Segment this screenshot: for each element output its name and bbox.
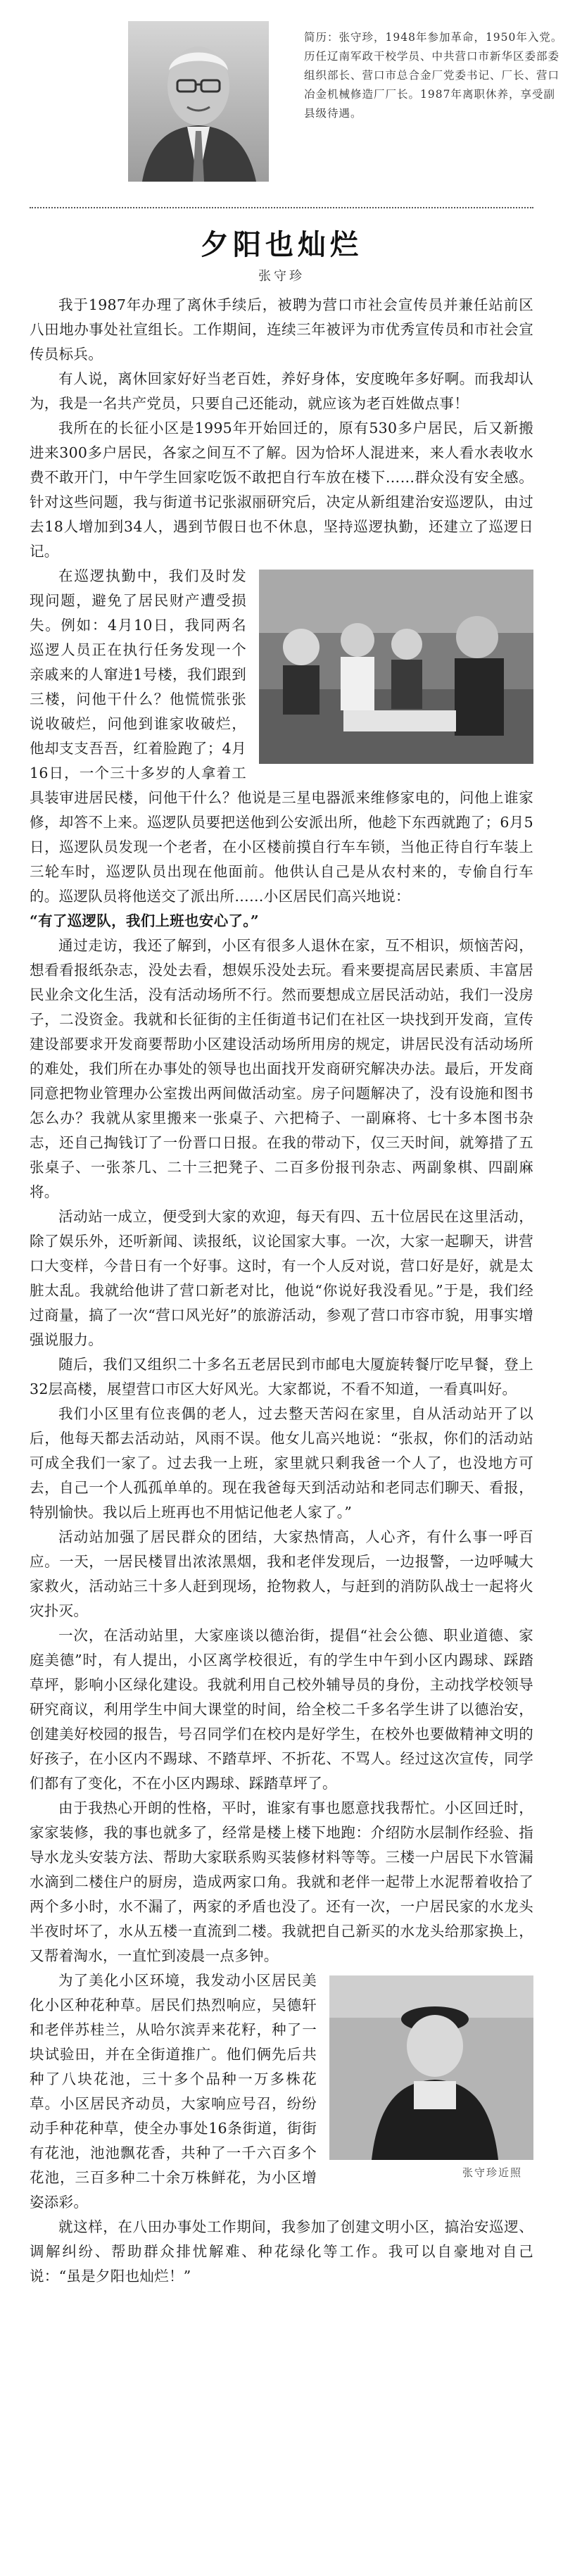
children-reading-photo (259, 570, 533, 764)
recent-photo (329, 1975, 533, 2160)
paragraph: 我于1987年办理了离休手续后，被聘为营口市社会宣传员并兼任站前区八田地办事处社宣组长。工作期间，连续三年被评为市优秀宣传员和市社会宣传员标兵。 (30, 296, 533, 363)
photo-caption: 张守珍近照 (462, 2166, 522, 2179)
author-bio: 简历：张守珍，1948年参加革命，1950年入党。历任辽南军政干校学员、中共营口市新华区委部委组织部长、营口市总合金厂党委书记、厂长、营口冶金机械修造厂厂长。1987年离职休养，享受副县级待遇。 (304, 31, 563, 120)
paragraph: 随后，我们又组织二十多名五老居民到市邮电大厦旋转餐厅吃早餐，登上32层高楼，展望营口市区大好风光。大家都说，不看不知道，一看真叫好。 (30, 1356, 533, 1397)
paragraph: 活动站加强了居民群众的团结，大家热情高，人心齐，有什么事一呼百应。一天，一居民楼冒出浓浓黑烟，我和老伴发现后，一边报警，一边呼喊大家救火，活动站三十多人赶到现场，抢物救人，与赶到的消防队战士一起将火灾扑灭。 (30, 1528, 533, 1619)
paragraph: 有人说，离休回家好好当老百姓，养好身体，安度晚年多好啊。而我却认为，我是一名共产党员，只要自己还能动，就应该为老百姓做点事！ (30, 370, 533, 412)
article-title: 夕阳也灿烂 (201, 228, 362, 261)
paragraph: 为了美化小区环境，我发动小区居民美化小区种花种草。居民们热烈响应，吴德轩和老伴苏桂兰，从哈尔滨弄来花籽，种了一块试验田，并在全街道推广。他们俩先后共种了八块花池，三十多个品种一万多株花草。小区居民齐动员，大家响应号召，纷纷动手种花种草，使全办事处16条街道，街街有花池，池池飘花香，共种了一千六百多个花池，三百多种二十余万株鲜花，为小区增姿添彩。 (30, 1972, 317, 2211)
paragraph: 活动站一成立，便受到大家的欢迎，每天有四、五十位居民在这里活动，除了娱乐外，还听新闻、读报纸，议论国家大事。一次，大家一起聊天，讲营口大变样，今昔日有一个好事。这时，有一个人反对说，营口好是好，就是太脏太乱。我就给他讲了营口新老对比，他说“你说好我没看见。”于是，我们经过商量，搞了一次“营口风光好”的旅游活动，参观了营口市容市貌，用事实增强说服力。 (30, 1208, 533, 1348)
article-body (30, 293, 533, 2289)
photo-image (259, 570, 533, 764)
article-author: 张守珍 (258, 269, 305, 284)
paragraph: 我所在的长征小区是1995年开始回迁的，原有530多户居民，后又新搬进来300多户居民，各家之间互不了解。因为恰坏人混进来，来人看水表收水费不敢开门，中午学生回家吃饭不敢把自行车放在楼下……群众没有安全感。针对这些问题，我与街道书记张淑丽研究后，决定从新组建治安巡逻队，由过去18人增加到34人，遇到节假日也不休息，坚持巡逻执勤，还建立了巡逻日记。 (30, 420, 533, 560)
author-portrait (128, 21, 269, 182)
paragraph: 通过走访，我还了解到，小区有很多人退休在家，互不相识，烦恼苦闷，想看看报纸杂志，没处去看，想娱乐没处去玩。看来要提高居民素质、丰富居民业余文化生活，没有活动场所不行。然而要想成立居民活动站，我们一没房子，二没资金。我就和长征街的主任街道书记们在社区一块找到开发商，宣传建设部要求开发商要帮助小区建设活动场所用房的规定，讲居民没有活动场所的难处，我们所在办事处的领导也出面找开发商研究解决办法。最后，开发商同意把物业管理办公室拨出两间做活动室。房子问题解决了，没有设施和图书怎么办？我就从家里搬来一张桌子、六把椅子、一副麻将、七十多本图书杂志，还自己掏钱订了一份晋口日报。在我的带动下，仅三天时间，就筹措了五张桌子、一张茶几、二十三把凳子、二百多份报刊杂志、两副象棋、四副麻将。 (30, 937, 533, 1200)
portrait-image (128, 21, 269, 182)
author-header (30, 0, 563, 183)
paragraph: 一次，在活动站里，大家座谈以德治街，提倡“社会公德、职业道德、家庭美德”时，有人提出，小区离学校很近，有的学生中午到小区内踢球、踩踏草坪，影响小区绿化建设。我就利用自己校外辅导员的身份，主动找学校领导研究商议，利用学生中间大课堂的时间，给全校二千多名学生讲了以德治安，创建美好校园的报告，号召同学们在校内是好学生，在校外也要做精神文明的好孩子，在小区内不踢球、不踏草坪、不折花、不骂人。经过这次宣传，同学们都有了变化，不在小区内踢球、踩踏草坪了。 (30, 1627, 533, 1792)
recent-photo-block (329, 1975, 533, 2181)
divider (30, 207, 533, 208)
paragraph: 由于我热心开朗的性格，平时，谁家有事也愿意找我帮忙。小区回迁时，家家装修，我的事也就多了，经常是楼上楼下地跑：介绍防水层制作经验、指导水龙头安装方法、帮助大家联系购买装修材料等等。三楼一户居民下水管漏水滴到二楼住户的厨房，造成两家口角。我就和老伴一起带上水泥帮着收拾了两个多小时，水不漏了，两家的矛盾也没了。还有一次，一户居民家的水龙头半夜时坏了，水从五楼一直流到二楼。我就把自己新买的水龙头给那家换上，又帮着淘水，一直忙到凌晨一点多钟。 (30, 1799, 533, 1964)
residents-quote: “有了巡逻队，我们上班也安心了。” (30, 912, 259, 929)
paragraph: 就这样，在八田办事处工作期间，我参加了创建文明小区，搞治安巡逻、调解纠纷、帮助群众排忧解难、种花绿化等工作。我可以自豪地对自己说：“虽是夕阳也灿烂！” (30, 2218, 533, 2285)
photo-image (329, 1975, 533, 2160)
paragraph: 我们小区里有位丧偶的老人，过去整天苦闷在家里，自从活动站开了以后，他每天都去活动站，风雨不误。他女儿高兴地说：“张叔，你们的活动站可成全我们一家了。过去我一上班，家里就只剩我爸一个人了，也没地方可去，自己一个人孤孤单单的。现在我爸每天到活动站和老同志们聊天、看报，特别愉快。我以后上班再也不用惦记他老人家了。” (30, 1405, 533, 1521)
paragraph: 在巡逻执勤中，我们及时发现问题，避免了居民财产遭受损失。例如：4月10日，我同两名巡逻人员正在执行任务发现一个亲戚来的人窜进1号楼，我们跟到三楼，问他干什么？他慌慌张张说收破烂，问他到谁家收破烂，他却支支吾吾，红着脸跑了；4月16日，一个三十多岁的人拿着工具装审进居民楼，问他干什么？他说是三星电器派来维修家电的，问他上谁家修，却答不上来。巡逻队员要把送他到公安派出所，他趁下东西就跑了；6月5日，巡逻队员发现一个老者，在小区楼前摸自行车车锁，当他正待自行车装上三轮车时，巡逻队员出现在他面前。他供认自己是从农村来的，专偷自行车的。巡逻队员将他送交了派出所……小区居民们高兴地说： (30, 567, 533, 905)
